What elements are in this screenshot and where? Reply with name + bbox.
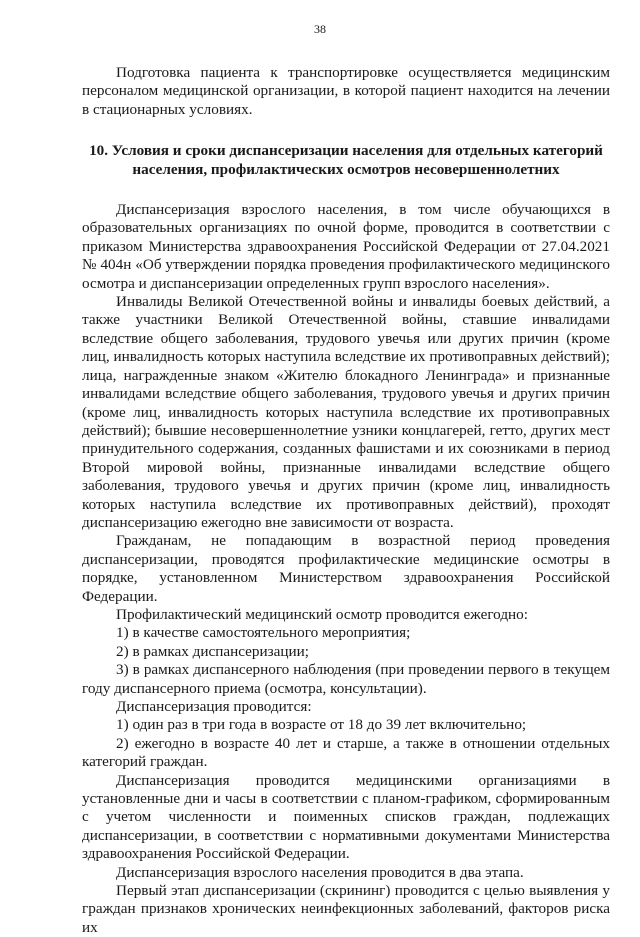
- paragraph: Профилактический медицинский осмотр проводится ежегодно:: [116, 605, 528, 623]
- list-item: 3) в рамках диспансерного наблюдения (при проведении первого в текущем году диспансерного приема (осмотра, консультации).: [82, 661, 610, 697]
- list-item: 2) в рамках диспансеризации;: [116, 642, 309, 660]
- paragraph: Гражданам, не попадающим в возрастной период проведения диспансеризации, проводятся профилактические медицинские осмотры в порядке, установленном Министерством здравоохранения Российской Федерации.: [82, 532, 610, 605]
- paragraph: Диспансеризация проводится:: [116, 698, 312, 715]
- page-body: [82, 64, 610, 937]
- section-heading: 10. Условия и сроки диспансеризации населения для отдельных категорий населения, профилактических осмотров несовершеннолетних: [89, 142, 603, 178]
- paragraph: Диспансеризация проводится медицинскими организациями в установленные дни и часы в соответствии с планом-графиком, сформированным с учетом численности и поименных списков граждан, подлежащих диспансеризации, в соответствии с нормативными документами Министерства здравоохранения Российской Федерации.: [82, 771, 610, 863]
- list-item: 2) ежегодно в возрасте 40 лет и старше, а также в отношении отдельных категорий граждан.: [82, 734, 610, 771]
- intro-paragraph: Подготовка пациента к транспортировке осуществляется медицинским персоналом медицинской организации, в которой пациент находится на лечении в стационарных условиях.: [82, 64, 610, 118]
- paragraph: Инвалиды Великой Отечественной войны и инвалиды боевых действий, а также участники Великой Отечественной войны, ставшие инвалидами вследствие общего заболевания, трудового увечья или других причин (кроме лиц, инвалидность которых наступила вследствие их противоправных действий); лица, награжденные знаком «Жителю блокадного Ленинграда» и признанные инвалидами вследствие общего заболевания, трудового увечья и других причин (кроме лиц, инвалидность которых наступила вследствие их противоправных действий); бывшие несовершеннолетние узники концлагерей, гетто, других мест принудительного содержания, созданных фашистами и их союзниками в период Второй мировой войны, признанные инвалидами вследствие общего заболевания, трудового увечья и других причин (кроме лиц, инвалидность которых наступила вследствие их противоправных действий), проходят диспансеризацию ежегодно вне зависимости от возраста.: [82, 293, 610, 531]
- paragraph: Диспансеризация взрослого населения проводится в два этапа.: [116, 863, 524, 881]
- list-item: 1) в качестве самостоятельного мероприятия;: [116, 624, 411, 642]
- page-number: 38: [314, 22, 326, 36]
- paragraph: Диспансеризация взрослого населения, в том числе обучающихся в образовательных организациях по очной форме, проводится в соответствии с приказом Министерства здравоохранения Российской Федерации от 27.04.2021 № 404н «Об утверждении порядка проведения профилактического медицинского осмотра и диспансеризации определенных групп взрослого населения».: [82, 201, 610, 292]
- paragraph: Первый этап диспансеризации (скрининг) проводится с целью выявления у граждан признаков хронических неинфекционных заболеваний, факторов риска их: [82, 882, 610, 936]
- list-item: 1) один раз в три года в возрасте от 18 до 39 лет включительно;: [116, 716, 527, 734]
